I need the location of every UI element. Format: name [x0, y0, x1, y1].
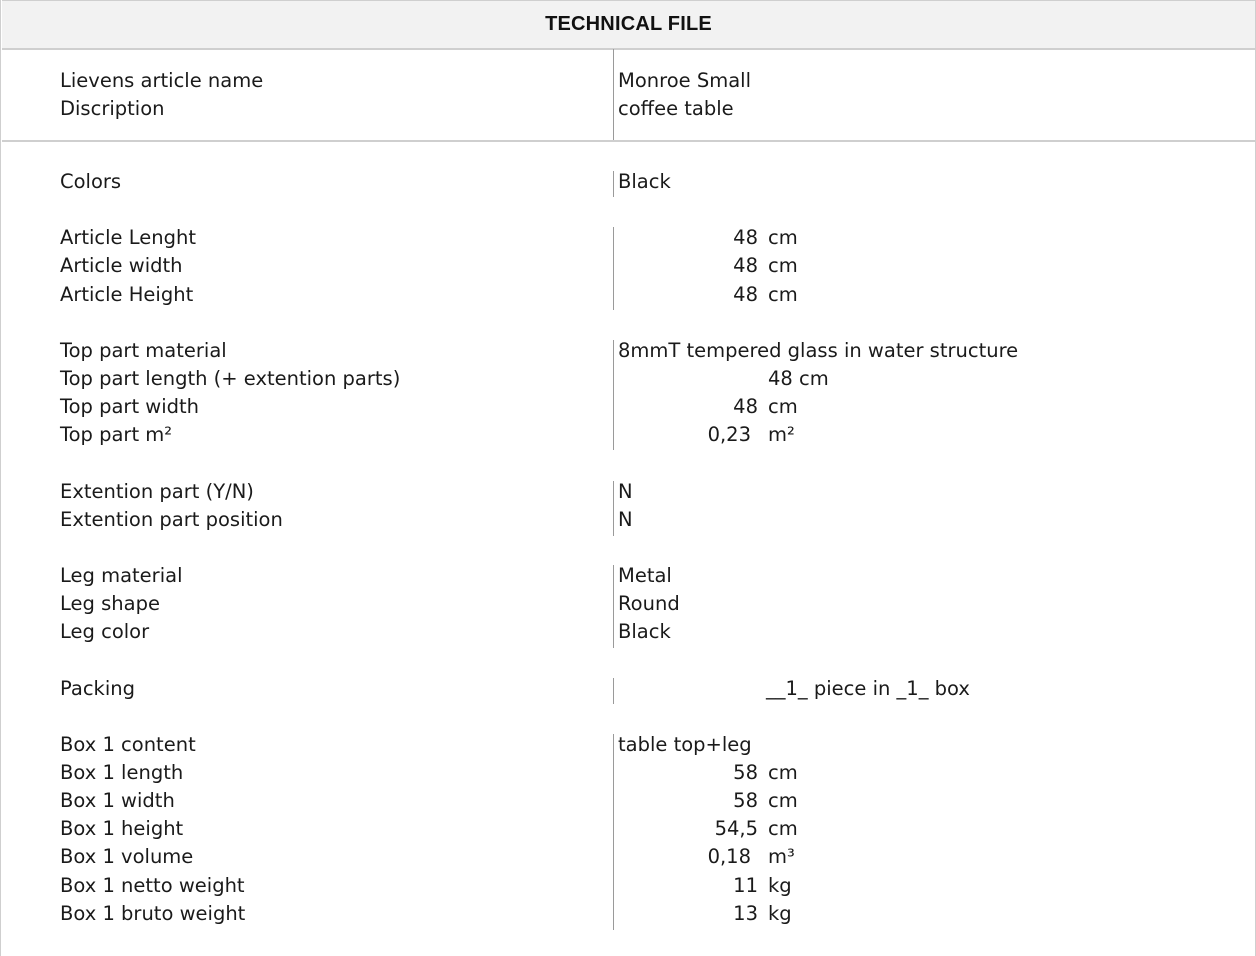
top-part-material-value: 8mmT tempered glass in water structure: [618, 339, 1019, 362]
extension-part-label: Extention part (Y/N): [60, 480, 254, 503]
box-bruto-weight-unit: kg: [768, 902, 792, 925]
colors-label: Colors: [60, 170, 122, 193]
box-volume-label: Box 1 volume: [60, 845, 194, 868]
packing-label: Packing: [60, 677, 136, 700]
column-divider: [613, 565, 614, 648]
top-part-length-value: 48 cm: [768, 367, 829, 390]
leg-shape-label: Leg shape: [60, 592, 160, 615]
leg-color-value: Black: [618, 620, 671, 643]
leg-material-value: Metal: [618, 564, 672, 587]
leg-color-label: Leg color: [60, 620, 150, 643]
leg-shape-value: Round: [618, 592, 680, 615]
section-divider: [2, 140, 1255, 142]
article-width-unit: cm: [768, 254, 798, 277]
article-name-value: Monroe Small: [618, 69, 751, 92]
box-bruto-weight-label: Box 1 bruto weight: [60, 902, 246, 925]
page-title: TECHNICAL FILE: [2, 0, 1255, 50]
leg-material-label: Leg material: [60, 564, 183, 587]
article-height-label: Article Height: [60, 283, 194, 306]
box-netto-weight-value: 11: [733, 874, 758, 897]
top-part-width-label: Top part width: [60, 395, 200, 418]
description-value: coffee table: [618, 97, 734, 120]
article-length-value: 48: [733, 226, 758, 249]
top-part-width-value: 48: [733, 395, 758, 418]
box-content-label: Box 1 content: [60, 733, 196, 756]
packing-value: __1_ piece in _1_ box: [766, 677, 970, 700]
top-part-length-label: Top part length (+ extention parts): [60, 367, 401, 390]
article-name-label: Lievens article name: [60, 69, 264, 92]
top-part-area-label: Top part m²: [60, 423, 173, 446]
article-length-label: Article Lenght: [60, 226, 197, 249]
column-divider: [613, 227, 614, 310]
box-netto-weight-label: Box 1 netto weight: [60, 874, 245, 897]
column-divider: [613, 340, 614, 450]
top-part-material-label: Top part material: [60, 339, 227, 362]
article-length-unit: cm: [768, 226, 798, 249]
box-width-label: Box 1 width: [60, 789, 175, 812]
colors-value: Black: [618, 170, 671, 193]
column-divider: [613, 678, 614, 704]
article-height-unit: cm: [768, 283, 798, 306]
description-label: Discription: [60, 97, 165, 120]
column-divider: [613, 49, 614, 141]
box-height-value: 54,5: [714, 817, 758, 840]
box-width-value: 58: [733, 789, 758, 812]
top-part-area-value: 0,23: [707, 423, 751, 446]
box-width-unit: cm: [768, 789, 798, 812]
extension-position-value: N: [618, 508, 633, 531]
box-bruto-weight-value: 13: [733, 902, 758, 925]
article-width-label: Article width: [60, 254, 183, 277]
box-length-label: Box 1 length: [60, 761, 184, 784]
column-divider: [613, 481, 614, 536]
article-height-value: 48: [733, 283, 758, 306]
column-divider: [613, 734, 614, 930]
top-part-area-unit: m²: [768, 423, 795, 446]
box-netto-weight-unit: kg: [768, 874, 792, 897]
box-volume-value: 0,18: [707, 845, 751, 868]
box-height-unit: cm: [768, 817, 798, 840]
extension-part-value: N: [618, 480, 633, 503]
extension-position-label: Extention part position: [60, 508, 283, 531]
box-length-value: 58: [733, 761, 758, 784]
box-content-value: table top+leg: [618, 733, 752, 756]
article-width-value: 48: [733, 254, 758, 277]
column-divider: [613, 171, 614, 197]
box-height-label: Box 1 height: [60, 817, 184, 840]
top-part-width-unit: cm: [768, 395, 798, 418]
box-length-unit: cm: [768, 761, 798, 784]
box-volume-unit: m³: [768, 845, 795, 868]
